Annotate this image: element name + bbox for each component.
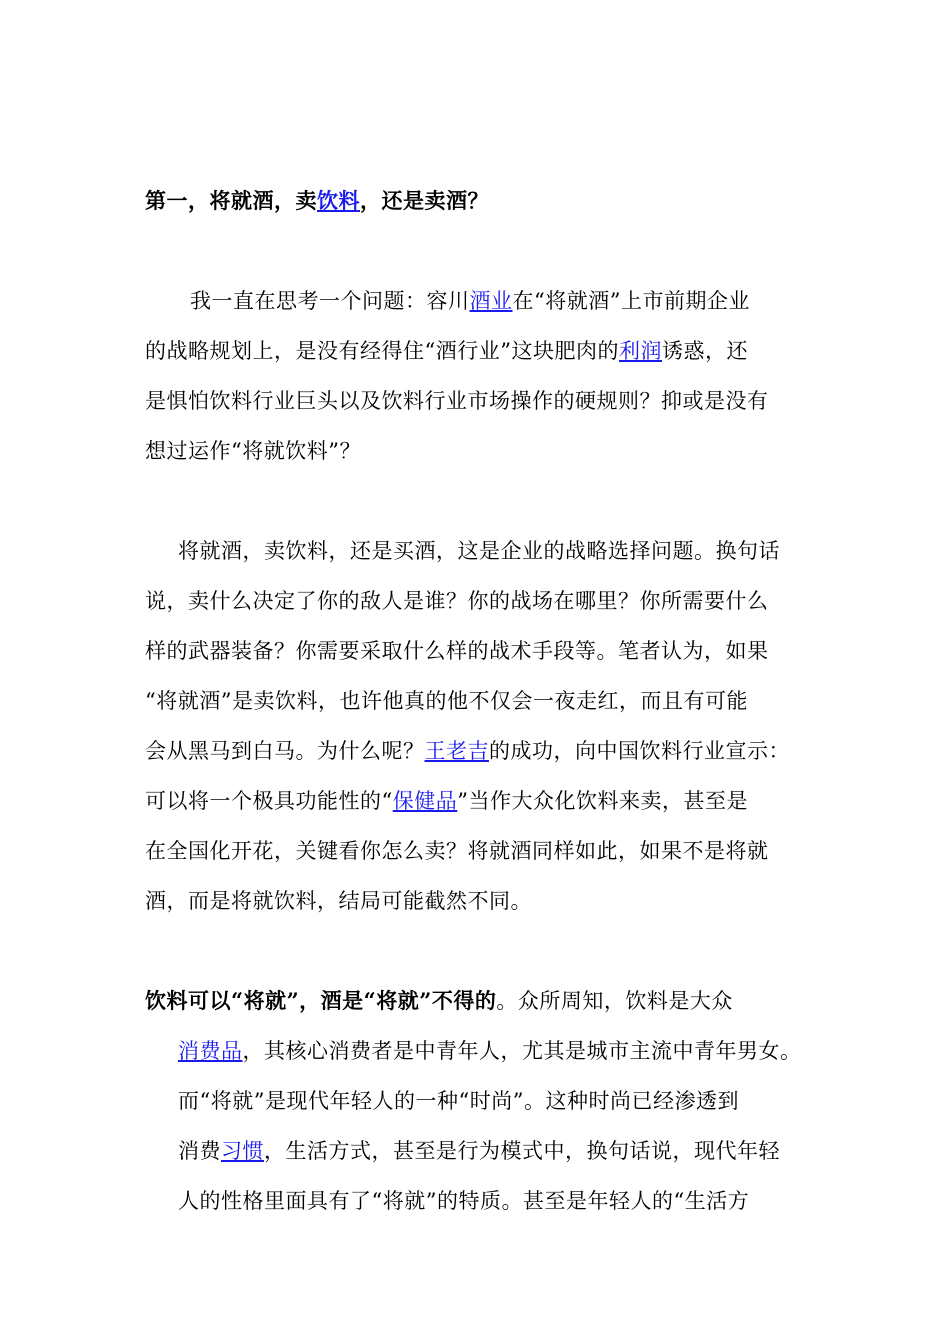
para2-line-3: 样的武器装备？你需要采取什么样的战术手段等。笔者认为，如果 <box>145 639 769 663</box>
para2-line-4: “将就酒”是卖饮料，也许他真的他不仅会一夜走红，而且有可能 <box>145 689 748 713</box>
para3-text: 消费 <box>178 1139 221 1163</box>
link-jiuye[interactable]: 酒业 <box>469 289 513 313</box>
para3-line-5: 人的性格里面具有了“将就”的特质。甚至是年轻人的“生活方 <box>178 1189 750 1213</box>
para3-bold-lead: 饮料可以“将就”，酒是“将就”不得的 <box>145 988 497 1013</box>
link-lirun[interactable]: 利润 <box>618 339 662 363</box>
para1-line-2 <box>145 337 748 365</box>
para2-line-8: 酒，而是将就饮料，结局可能截然不同。 <box>145 889 532 913</box>
para1-text: 的战略规划上，是没有经得住“酒行业”这块肥肉的 <box>145 339 619 363</box>
para2-text: ”当作大众化饮料来卖，甚至是 <box>457 789 748 813</box>
para3-text: ，生活方式，甚至是行为模式中，换句话说，现代年轻 <box>264 1139 780 1163</box>
para2-line-7: 在全国化开花，关键看你怎么卖？将就酒同样如此，如果不是将就 <box>145 839 769 863</box>
para1-line-3: 是惧怕饮料行业巨头以及饮料行业市场操作的硬规则？抑或是没有 <box>145 389 769 413</box>
para1-text: 在“将就酒”上市前期企业 <box>512 289 750 313</box>
para1-line-4: 想过运作“将就饮料”？ <box>145 439 361 463</box>
para3-line-4 <box>178 1137 780 1165</box>
para3-line-2 <box>178 1037 802 1065</box>
link-xiguan[interactable]: 习惯 <box>221 1139 264 1163</box>
para1-line-1 <box>190 287 750 315</box>
para2-text: 会从黑马到白马。为什么呢？ <box>145 739 425 763</box>
para2-text: 的成功，向中国饮料行业宣示： <box>489 739 790 763</box>
heading-link-yinliao[interactable]: 饮料 <box>317 188 360 213</box>
para2-line-1: 将就酒，卖饮料，还是买酒，这是企业的战略选择问题。换句话 <box>178 539 780 563</box>
para2-text: 可以将一个极具功能性的“ <box>145 789 393 813</box>
link-wanglaoji[interactable]: 王老吉 <box>424 739 489 763</box>
para2-line-2: 说，卖什么决定了你的敌人是谁？你的战场在哪里？你所需要什么 <box>145 589 769 613</box>
para1-text: 我一直在思考一个问题：容川 <box>190 289 470 313</box>
para3-text: 。众所周知，饮料是大众 <box>496 989 733 1013</box>
heading-text-end: ，还是卖酒？ <box>360 188 489 213</box>
heading-text-start: 第一，将就酒，卖 <box>145 188 317 213</box>
link-xiaofeipin[interactable]: 消费品 <box>178 1039 243 1063</box>
para3-text: ，其核心消费者是中青年人，尤其是城市主流中青年男女。 <box>242 1039 802 1063</box>
para1-text: 诱惑，还 <box>661 339 748 363</box>
para3-line-1 <box>145 987 733 1015</box>
section-heading <box>145 187 489 215</box>
para2-line-5 <box>145 737 790 765</box>
para3-line-3: 而“将就”是现代年轻人的一种“时尚”。这种时尚已经渗透到 <box>178 1089 739 1113</box>
para2-line-6 <box>145 787 748 815</box>
link-baojianpin[interactable]: 保健品 <box>392 789 458 813</box>
